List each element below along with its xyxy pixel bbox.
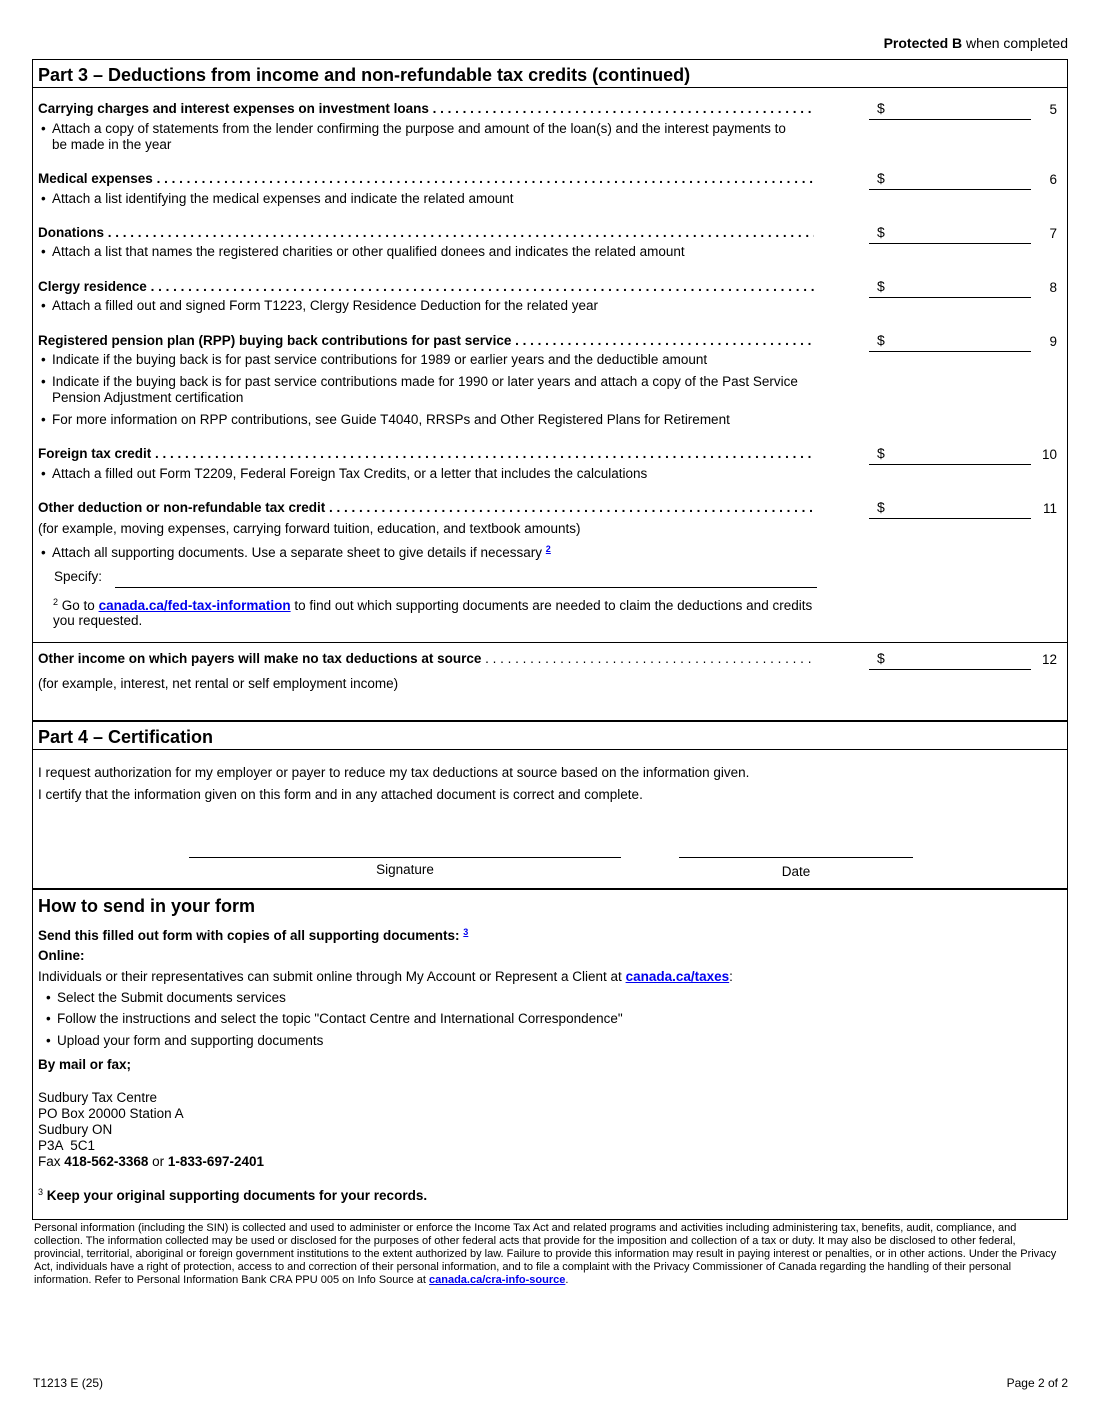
authorization-text: I request authorization for my employer or payer to reduce my tax deductions at source based on the information given. <box>38 765 750 780</box>
signature-label: Signature <box>376 862 434 877</box>
amount-field-line-5[interactable]: $ <box>869 100 1031 120</box>
online-bullet-3: • Upload your form and supporting documents <box>43 1033 803 1049</box>
bullet-medical-expenses: • Attach a list identifying the medical expenses and indicate the related amount <box>38 191 798 207</box>
bullet-donations: • Attach a list that names the registered charities or other qualified donees and indicates the related amount <box>38 244 798 260</box>
specify-label: Specify: <box>54 569 103 584</box>
mail-fax-label: By mail or fax; <box>38 1057 132 1072</box>
bullet-foreign-tax-credit: • Attach a filled out Form T2209, Federal Foreign Tax Credits, or a letter that includes the calculations <box>38 466 798 482</box>
footnote-2-link[interactable]: 2 <box>545 544 551 554</box>
address-line-1: Sudbury Tax Centre <box>38 1090 158 1105</box>
bullet-rpp-1989: • Indicate if the buying back is for past service contributions for 1989 or earlier years and the deductible amount <box>38 352 798 368</box>
footnote-3-link[interactable]: 3 <box>463 927 469 937</box>
specify-field[interactable] <box>115 570 817 588</box>
other-income-note: (for example, interest, net rental or self employment income) <box>38 676 399 691</box>
part3-title: Part 3 – Deductions from income and non-refundable tax credits (continued) <box>33 60 1067 88</box>
signature-field[interactable] <box>189 857 621 858</box>
line-number-6: 6 <box>1049 172 1057 187</box>
page-number: Page 2 of 2 <box>1006 1376 1068 1390</box>
part3-divider <box>33 642 1067 643</box>
amount-field-line-6[interactable]: $ <box>869 170 1031 190</box>
address-line-4: P3A 5C1 <box>38 1138 96 1153</box>
fax-numbers: Fax 418-562-3368 or 1-833-697-2401 <box>38 1154 264 1169</box>
amount-field-line-11[interactable]: $ <box>869 499 1031 519</box>
amount-field-line-10[interactable]: $ <box>869 445 1031 465</box>
row-title-rpp: Registered pension plan (RPP) buying back contributions for past service . . . <box>38 333 814 348</box>
amount-field-line-7[interactable]: $ <box>869 224 1031 244</box>
privacy-statement: Personal information (including the SIN) is collected and used to administer or enforce the Income Tax Act and related programs and activities including administering tax, benefits, audit, compliance, and collection. The information collected may be used or disclosed for the purposes of other federal acts that provide for the imposition and collection of a tax or duty. It may also be disclosed to other federal, provincial, territorial, aboriginal or foreign government institutions to the extent authorized by law. Failure to provide this information may result in paying interest or penalties, or in other actions. Under the Privacy Act, individuals have a right of protection, access to and correction of their personal information, and to file a complaint with the Privacy Commissioner of Canada regarding the handling of their personal information. Refer to Personal Information Bank CRA PPU 005 on Info Source at canada.ca/cra-info-source. <box>34 1222 1057 1286</box>
part3-section <box>32 59 1068 721</box>
address-line-3: Sudbury ON <box>38 1122 113 1137</box>
row-title-other-income: Other income on which payers will make no tax deductions at source . . . <box>38 651 814 666</box>
line-number-11: 11 <box>1042 501 1057 516</box>
other-deduction-note: (for example, moving expenses, carrying forward tuition, education, and textbook amounts) <box>38 521 581 536</box>
fed-tax-information-link[interactable]: canada.ca/fed-tax-information <box>98 598 291 613</box>
address-line-2: PO Box 20000 Station A <box>38 1106 184 1121</box>
how-to-send-title: How to send in your form <box>38 896 256 916</box>
row-title-medical-expenses: Medical expenses . . . <box>38 171 814 186</box>
footnote-3: $^3$ Keep your original supporting documents for your records. <box>38 1187 428 1203</box>
amount-field-line-12[interactable]: $ <box>869 650 1031 670</box>
online-text: Individuals or their representatives can submit online through My Account or Represent a Client at canada.ca/taxes: <box>38 969 733 984</box>
line-number-7: 7 <box>1049 226 1057 241</box>
row-title-carrying-charges: Carrying charges and interest expenses on investment loans . . . <box>38 101 814 116</box>
line-number-8: 8 <box>1049 280 1057 295</box>
footnote-2: $^2$ Go to canada.ca/fed-tax-information to find out which supporting documents are needed to claim the deductions and credits you requested. <box>53 597 813 628</box>
how-to-send-section <box>32 889 1068 1220</box>
form-code: T1213 E (25) <box>33 1376 104 1390</box>
protected-b-label: Protected B when completed <box>883 35 1068 51</box>
amount-field-line-9[interactable]: $ <box>869 332 1031 352</box>
online-bullet-2: • Follow the instructions and select the topic "Contact Centre and International Correspondence" <box>43 1011 803 1027</box>
certify-text: I certify that the information given on this form and in any attached document is correct and complete. <box>38 787 643 802</box>
online-label: Online: <box>38 948 85 963</box>
bullet-other-deduction: • Attach all supporting documents. Use a separate sheet to give details if necessary $^2$ <box>38 541 798 561</box>
bullet-clergy-residence: • Attach a filled out and signed Form T1223, Clergy Residence Deduction for the related year <box>38 298 798 314</box>
line-number-5: 5 <box>1049 102 1057 117</box>
cra-info-source-link[interactable]: canada.ca/cra-info-source <box>429 1274 566 1286</box>
row-title-donations: Donations . . . <box>38 225 814 240</box>
date-label: Date <box>781 864 811 879</box>
bullet-carrying-charges: • Attach a copy of statements from the lender confirming the purpose and amount of the loan(s) and the interest payments to be made in the year <box>38 121 798 153</box>
line-number-12: 12 <box>1041 652 1057 667</box>
bullet-rpp-info: • For more information on RPP contributions, see Guide T4040, RRSPs and Other Registered Plans for Retirement <box>38 412 798 428</box>
send-instructions: Send this filled out form with copies of all supporting documents: $^3$ <box>38 927 469 943</box>
mailing-address <box>38 1090 264 1170</box>
part4-title: Part 4 – Certification <box>33 722 1067 750</box>
canada-taxes-link[interactable]: canada.ca/taxes <box>625 969 730 984</box>
row-title-foreign-tax-credit: Foreign tax credit . . . <box>38 446 814 461</box>
row-title-clergy-residence: Clergy residence . . . <box>38 279 814 294</box>
date-field[interactable] <box>679 857 913 858</box>
bullet-rpp-1990: • Indicate if the buying back is for past service contributions made for 1990 or later years and attach a copy of the Past Service Pension Adjustment certification <box>38 374 798 406</box>
amount-field-line-8[interactable]: $ <box>869 278 1031 298</box>
online-bullet-1: • Select the Submit documents services <box>43 990 803 1006</box>
row-title-other-deduction: Other deduction or non-refundable tax credit . . . <box>38 500 814 515</box>
line-number-10: 10 <box>1041 447 1057 462</box>
part4-section <box>32 721 1068 889</box>
line-number-9: 9 <box>1049 334 1057 349</box>
